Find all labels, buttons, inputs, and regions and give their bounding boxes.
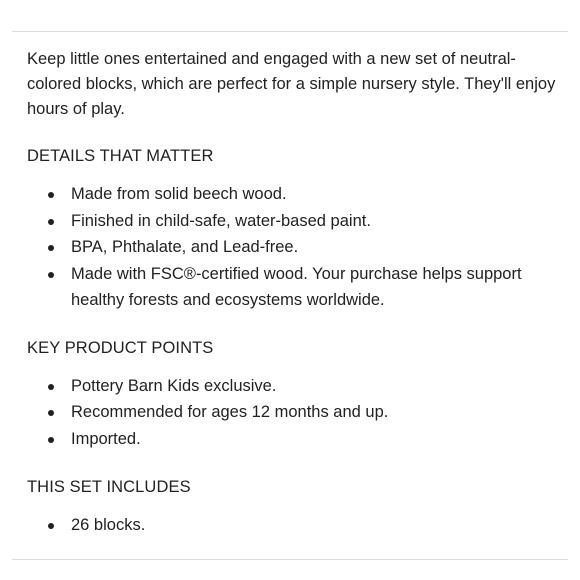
list-item [27, 399, 557, 426]
bullet-icon [48, 384, 54, 390]
bullet-icon [48, 437, 54, 443]
bullet-icon [48, 245, 54, 251]
list-item-text: Finished in child-safe, water-based paint. [71, 211, 371, 230]
list-item-text: Recommended for ages 12 months and up. [71, 403, 389, 421]
list-item [27, 261, 557, 314]
bullet-icon [48, 272, 54, 278]
list-item-text: Made with FSC®-certified wood. Your purchase helps support healthy forests and ecosystems worldwide. [71, 264, 522, 309]
set-includes-heading: THIS SET INCLUDES [27, 478, 191, 496]
key-points-heading: KEY PRODUCT POINTS [27, 338, 214, 357]
details-list [27, 181, 557, 314]
top-divider [12, 31, 568, 32]
bullet-icon [48, 219, 54, 225]
set-includes-list [27, 512, 557, 539]
list-item [27, 181, 557, 208]
list-item [27, 512, 557, 539]
bottom-divider [12, 559, 568, 560]
list-item-text: BPA, Phthalate, and Lead-free. [71, 238, 299, 256]
list-item-text: Imported. [71, 429, 141, 448]
list-item-text: Made from solid beech wood. [71, 185, 287, 203]
bullet-icon [48, 523, 54, 529]
list-item [27, 208, 557, 235]
list-item [27, 373, 557, 400]
product-description-panel [27, 47, 557, 539]
list-item-text: Pottery Barn Kids exclusive. [71, 376, 277, 395]
list-item [27, 234, 557, 261]
key-points-list [27, 373, 557, 453]
bullet-icon [48, 410, 54, 416]
product-intro-text: Keep little ones entertained and engaged with a new set of neutral-colored blocks, which are perfect for a simple nursery style. They'll enjoy hours of play. [27, 50, 556, 118]
bullet-icon [48, 192, 54, 198]
details-heading: DETAILS THAT MATTER [27, 147, 214, 165]
list-item-text: 26 blocks. [71, 516, 146, 534]
list-item [27, 426, 557, 453]
